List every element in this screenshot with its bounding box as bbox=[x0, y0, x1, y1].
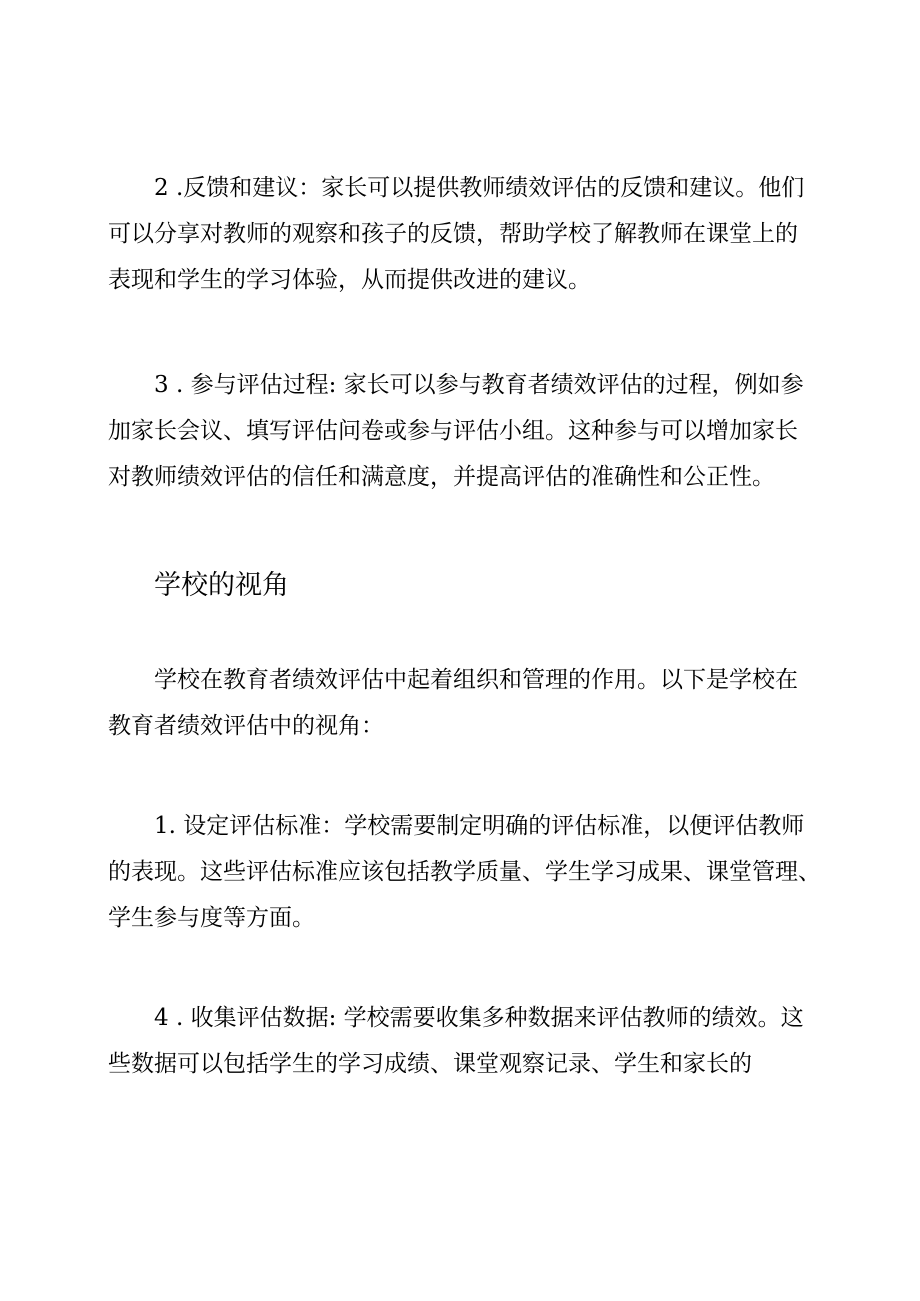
paragraph-participation bbox=[108, 362, 820, 500]
section-heading: 学校的视角 bbox=[154, 570, 289, 601]
paragraph-data-collection bbox=[108, 995, 820, 1087]
paragraph-line: 可以分享对教师的观察和孩子的反馈，帮助学校了解教师在课堂上的 bbox=[108, 221, 798, 247]
paragraph-line: 教育者绩效评估中的视角： bbox=[108, 713, 384, 739]
paragraph-feedback bbox=[108, 165, 820, 303]
paragraph-line: 1. 设定评估标准：学校需要制定明确的评估标准，以便评估教师 bbox=[154, 813, 805, 839]
paragraph-line: 的表现。这些评估标准应该包括教学质量、学生学习成果、课堂管理、 bbox=[108, 859, 821, 885]
paragraph-line: 3 . 参与评估过程: 家长可以参与教育者绩效评估的过程，例如参 bbox=[154, 372, 804, 398]
paragraph-line: 加家长会议、填写评估问卷或参与评估小组。这种参与可以增加家长 bbox=[108, 418, 798, 444]
paragraph-line: 学生参与度等方面。 bbox=[108, 905, 315, 931]
paragraph-line: 2 .反馈和建议：家长可以提供教师绩效评估的反馈和建议。他们 bbox=[154, 175, 805, 201]
paragraph-standards bbox=[108, 803, 820, 941]
paragraph-line: 4 . 收集评估数据: 学校需要收集多种数据来评估教师的绩效。这 bbox=[154, 1005, 804, 1031]
paragraph-line: 对教师绩效评估的信任和满意度，并提高评估的准确性和公正性。 bbox=[108, 464, 775, 490]
paragraph-school-intro bbox=[108, 657, 820, 749]
paragraph-line: 些数据可以包括学生的学习成绩、课堂观察记录、学生和家长的 bbox=[108, 1051, 752, 1077]
paragraph-line: 表现和学生的学习体验，从而提供改进的建议。 bbox=[108, 267, 591, 293]
paragraph-line: 学校在教育者绩效评估中起着组织和管理的作用。以下是学校在 bbox=[154, 667, 798, 693]
